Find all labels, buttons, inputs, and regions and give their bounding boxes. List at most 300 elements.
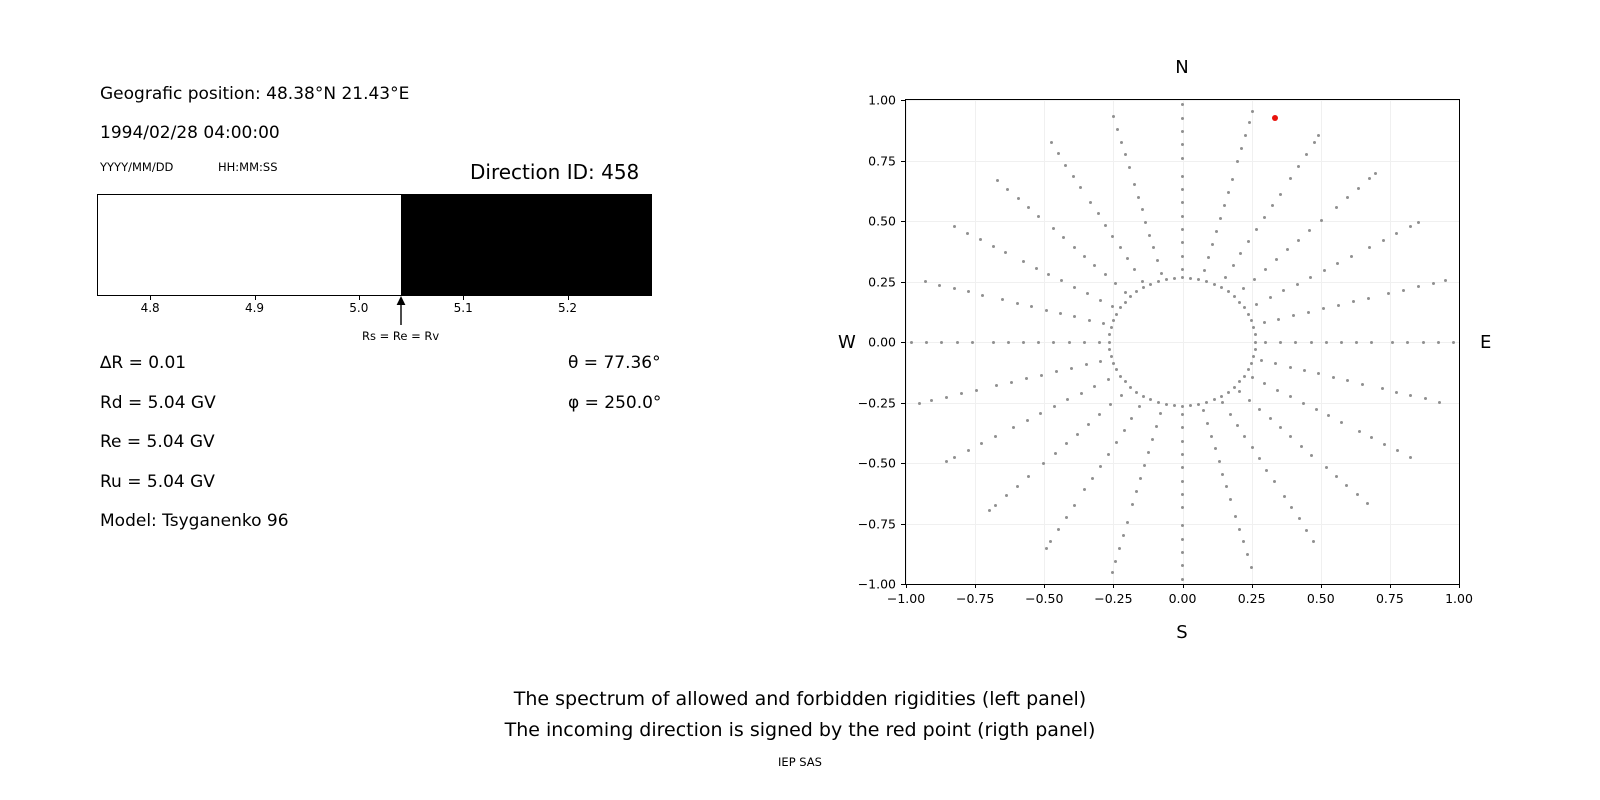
direction-grid-point	[1025, 377, 1028, 380]
direction-grid-point	[1035, 267, 1038, 270]
x-axis-tick	[1183, 584, 1184, 588]
direction-grid-point	[1322, 307, 1325, 310]
direction-grid-point	[1004, 251, 1007, 254]
direction-grid-point	[1181, 188, 1184, 191]
direction-grid-point	[1148, 234, 1151, 237]
direction-grid-point	[1157, 280, 1160, 283]
direction-grid-point	[1254, 341, 1257, 344]
direction-grid-point	[1131, 503, 1134, 506]
direction-grid-point	[1252, 355, 1255, 358]
direction-grid-point	[1122, 534, 1125, 537]
x-axis-tick-label: 1.00	[1445, 591, 1473, 606]
direction-grid-point	[1246, 553, 1249, 556]
spectrum-segment-allowed	[401, 195, 651, 295]
direction-grid-point	[1108, 341, 1111, 344]
left-panel	[0, 0, 760, 660]
direction-grid-point	[1181, 157, 1184, 160]
direction-grid-point	[1307, 311, 1310, 314]
direction-grid-point	[1135, 391, 1138, 394]
direction-grid-point	[1040, 374, 1043, 377]
gridline-horizontal	[906, 100, 1459, 101]
direction-grid-point	[1010, 381, 1013, 384]
direction-grid-point	[1219, 217, 1222, 220]
rigidity-spectrum-chart	[97, 194, 652, 296]
direction-grid-point	[1070, 367, 1073, 370]
direction-grid-point	[1383, 443, 1386, 446]
direction-grid-point	[1112, 362, 1115, 365]
parameter-model: Model: Tsyganenko 96	[100, 511, 289, 531]
caption-line-1: The spectrum of allowed and forbidden rigidities (left panel)	[513, 688, 1087, 710]
direction-grid-point	[1215, 230, 1218, 233]
direction-grid-point	[992, 341, 995, 344]
direction-grid-point	[1027, 206, 1030, 209]
direction-grid-point	[1155, 425, 1158, 428]
direction-grid-point	[1073, 504, 1076, 507]
x-axis-tick-label: 0.50	[1306, 591, 1335, 606]
direction-grid-point	[1124, 153, 1127, 156]
direction-grid-point	[1133, 268, 1136, 271]
direction-grid-point	[1181, 551, 1184, 554]
direction-grid-point	[1391, 341, 1394, 344]
direction-grid-point	[1452, 341, 1455, 344]
spectrum-tick	[255, 296, 256, 300]
direction-grid-point	[1181, 426, 1184, 429]
parameter-rd: Rd = 5.04 GV	[100, 392, 216, 413]
direction-grid-point	[1057, 528, 1060, 531]
direction-grid-point	[1313, 141, 1316, 144]
direction-grid-point	[1012, 426, 1015, 429]
direction-grid-point	[1159, 412, 1162, 415]
direction-grid-point	[1135, 290, 1138, 293]
direction-grid-point	[1432, 282, 1435, 285]
direction-grid-point	[1120, 394, 1123, 397]
direction-grid-point	[1006, 188, 1009, 191]
spectrum-tick-label: 5.0	[349, 301, 369, 315]
direction-grid-point	[1292, 314, 1295, 317]
direction-grid-point	[1108, 348, 1111, 351]
direction-grid-point	[1282, 289, 1285, 292]
direction-grid-point	[1089, 201, 1092, 204]
direction-grid-point	[1181, 241, 1184, 244]
direction-grid-point	[1066, 398, 1069, 401]
direction-grid-point	[956, 341, 959, 344]
direction-grid-point	[1005, 494, 1008, 497]
direction-grid-point	[1137, 196, 1140, 199]
direction-grid-point	[1181, 201, 1184, 204]
direction-grid-point	[1422, 341, 1425, 344]
direction-grid-point	[1157, 401, 1160, 404]
direction-grid-point	[1286, 248, 1289, 251]
direction-grid-point	[1138, 405, 1141, 408]
x-axis-tick	[1459, 584, 1460, 588]
spectrum-segment-forbidden	[98, 195, 401, 295]
direction-grid-point	[1396, 449, 1399, 452]
direction-grid-point	[1381, 387, 1384, 390]
direction-grid-point	[1016, 485, 1019, 488]
direction-grid-point	[1424, 397, 1427, 400]
direction-grid-point	[1027, 475, 1030, 478]
direction-grid-point	[940, 341, 943, 344]
y-axis-tick-label: −0.50	[857, 455, 896, 471]
direction-grid-point	[1346, 379, 1349, 382]
direction-grid-point	[1273, 480, 1276, 483]
direction-grid-point	[1181, 538, 1184, 541]
direction-grid-point	[995, 384, 998, 387]
direction-grid-point	[1254, 348, 1257, 351]
compass-north-label: N	[1175, 57, 1189, 78]
direction-grid-point	[1181, 413, 1184, 416]
y-axis-tick	[901, 342, 905, 343]
direction-grid-point	[1305, 153, 1308, 156]
direction-grid-point	[1258, 457, 1261, 460]
direction-grid-point	[1368, 177, 1371, 180]
direction-grid-point	[1214, 447, 1217, 450]
compass-west-label: W	[838, 332, 856, 353]
direction-grid-point	[1264, 341, 1267, 344]
x-axis-tick	[1321, 584, 1322, 588]
direction-grid-point	[1370, 341, 1373, 344]
direction-grid-point	[1289, 177, 1292, 180]
direction-grid-point	[1007, 341, 1010, 344]
parameter-phi: φ = 250.0°	[568, 392, 662, 413]
direction-grid-point	[1156, 259, 1159, 262]
direction-grid-point	[1181, 276, 1184, 279]
direction-grid-point	[1098, 413, 1101, 416]
direction-grid-point	[1124, 380, 1127, 383]
direction-grid-point	[1181, 466, 1184, 469]
direction-grid-point	[1059, 312, 1062, 315]
direction-grid-point	[1115, 441, 1118, 444]
direction-grid-point	[1050, 141, 1053, 144]
direction-grid-point	[1119, 375, 1122, 378]
direction-grid-point	[1337, 304, 1340, 307]
direction-grid-point	[1110, 355, 1113, 358]
direction-grid-point	[1102, 322, 1105, 325]
gridline-horizontal	[906, 403, 1459, 404]
direction-grid-point	[1409, 225, 1412, 228]
compass-south-label: S	[1176, 622, 1188, 643]
direction-grid-point	[1310, 341, 1313, 344]
direction-grid-point	[1022, 341, 1025, 344]
direction-grid-point	[1181, 215, 1184, 218]
rigidity-marker-arrow-icon	[393, 296, 409, 326]
direction-grid-point	[1417, 285, 1420, 288]
direction-grid-point	[1124, 301, 1127, 304]
direction-grid-point	[1151, 438, 1154, 441]
direction-grid-point	[1218, 460, 1221, 463]
direction-grid-point	[1129, 295, 1132, 298]
direction-grid-point	[924, 280, 927, 283]
direction-grid-point	[1247, 368, 1250, 371]
direction-grid-point	[1147, 451, 1150, 454]
direction-grid-point	[1045, 547, 1048, 550]
direction-grid-point	[1119, 306, 1122, 309]
direction-grid-point	[1203, 269, 1206, 272]
direction-grid-point	[1406, 341, 1409, 344]
direction-grid-point	[1320, 219, 1323, 222]
direction-grid-point	[1141, 280, 1144, 283]
direction-grid-point	[1120, 141, 1123, 144]
direction-grid-point	[1264, 268, 1267, 271]
direction-grid-point	[1099, 299, 1102, 302]
direction-grid-point	[1142, 286, 1145, 289]
direction-grid-point	[1296, 283, 1299, 286]
direction-grid-point	[1225, 485, 1228, 488]
direction-grid-point	[988, 509, 991, 512]
gridline-horizontal	[906, 161, 1459, 162]
direction-grid-point	[1323, 269, 1326, 272]
direction-grid-point	[1276, 389, 1279, 392]
spectrum-tick	[568, 296, 569, 300]
direction-grid-point	[992, 245, 995, 248]
direction-grid-point	[1052, 227, 1055, 230]
direction-grid-point	[1181, 268, 1184, 271]
direction-grid-point	[1110, 326, 1113, 329]
direction-grid-point	[1173, 277, 1176, 280]
direction-grid-point	[1263, 321, 1266, 324]
direction-grid-point	[1315, 408, 1318, 411]
direction-grid-point	[945, 396, 948, 399]
direction-grid-point	[1275, 258, 1278, 261]
spectrum-tick-label: 4.9	[244, 301, 265, 315]
footer-credit: IEP SAS	[778, 755, 822, 769]
direction-grid-point	[1310, 454, 1313, 457]
direction-grid-point	[1076, 433, 1079, 436]
direction-grid-point	[967, 449, 970, 452]
x-axis-tick	[1113, 584, 1114, 588]
gridline-horizontal	[906, 463, 1459, 464]
direction-grid-point	[1251, 110, 1254, 113]
direction-grid-point	[1232, 264, 1235, 267]
direction-grid-point	[1213, 398, 1216, 401]
y-axis-tick	[901, 221, 905, 222]
x-axis-tick-label: 0.25	[1237, 591, 1266, 606]
direction-grid-point	[1107, 378, 1110, 381]
direction-grid-point	[1181, 564, 1184, 567]
direction-grid-point	[1213, 283, 1216, 286]
spectrum-tick	[463, 296, 464, 300]
direction-grid-point	[1223, 204, 1226, 207]
direction-grid-point	[1073, 246, 1076, 249]
direction-grid-point	[1236, 424, 1239, 427]
direction-grid-point	[1143, 464, 1146, 467]
selected-direction-point[interactable]	[1272, 115, 1278, 121]
direction-grid-point	[1085, 363, 1088, 366]
y-axis-tick	[901, 100, 905, 101]
spectrum-tick-label: 5.1	[453, 301, 473, 315]
direction-grid-point	[1037, 341, 1040, 344]
direction-grid-point	[1133, 183, 1136, 186]
direction-grid-point	[1409, 456, 1412, 459]
direction-grid-point	[1395, 232, 1398, 235]
direction-grid-point	[1126, 257, 1129, 260]
direction-grid-point	[1305, 529, 1308, 532]
direction-grid-point	[1139, 477, 1142, 480]
direction-grid-point	[1065, 516, 1068, 519]
direction-grid-point	[1309, 276, 1312, 279]
direction-grid-point	[1129, 386, 1132, 389]
y-axis-tick	[901, 161, 905, 162]
direction-grid-point	[1054, 452, 1057, 455]
direction-grid-point	[1233, 295, 1236, 298]
direction-grid-point	[1243, 306, 1246, 309]
figure-caption	[0, 684, 1600, 746]
direction-grid-point	[1083, 341, 1086, 344]
direction-grid-point	[1325, 341, 1328, 344]
y-axis-tick-label: −0.25	[857, 395, 896, 410]
direction-grid-point	[1207, 256, 1210, 259]
direction-grid-point	[1114, 282, 1117, 285]
direction-grid-point	[1181, 175, 1184, 178]
direction-grid-point	[1279, 193, 1282, 196]
x-axis-tick-label: 0.00	[1168, 591, 1197, 606]
direction-grid-point	[1238, 390, 1241, 393]
gridline-horizontal	[906, 221, 1459, 222]
direction-grid-point	[1017, 197, 1020, 200]
direction-grid-point	[1368, 246, 1371, 249]
direction-grid-point	[1039, 412, 1042, 415]
direction-grid-point	[960, 392, 963, 395]
direction-grid-point	[910, 341, 913, 344]
direction-grid-point	[1254, 333, 1257, 336]
direction-grid-point	[1197, 403, 1200, 406]
direction-grid-point	[1332, 376, 1335, 379]
direction-grid-point	[1308, 229, 1311, 232]
direction-grid-point	[1255, 303, 1258, 306]
direction-grid-point	[938, 284, 941, 287]
direction-grid-point	[1340, 341, 1343, 344]
direction-grid-point	[1016, 302, 1019, 305]
direction-grid-point	[1263, 216, 1266, 219]
direction-grid-point	[918, 402, 921, 405]
direction-grid-point	[971, 341, 974, 344]
direction-grid-point	[1181, 578, 1184, 581]
direction-grid-point	[1325, 466, 1328, 469]
direction-grid-point	[1022, 260, 1025, 263]
direction-grid-point	[1444, 279, 1447, 282]
direction-grid-point	[925, 341, 928, 344]
y-axis-tick	[901, 524, 905, 525]
direction-grid-point	[1409, 394, 1412, 397]
gridline-vertical	[1459, 100, 1460, 584]
spectrum-tick	[359, 296, 360, 300]
y-axis-tick-label: −0.75	[857, 516, 896, 531]
direction-grid-point	[1181, 255, 1184, 258]
direction-grid-point	[1086, 292, 1089, 295]
direction-grid-point	[1340, 421, 1343, 424]
x-axis-tick	[906, 584, 907, 588]
direction-grid-point	[1395, 391, 1398, 394]
direction-grid-point	[1062, 236, 1065, 239]
direction-id-label: Direction ID: 458	[470, 160, 640, 184]
parameter-list-left	[100, 352, 400, 550]
direction-grid-point	[1289, 395, 1292, 398]
direction-grid-point	[1269, 417, 1272, 420]
direction-grid-point	[1205, 280, 1208, 283]
direction-grid-point	[1346, 196, 1349, 199]
time-format-label: HH:MM:SS	[218, 160, 278, 174]
direction-grid-point	[1037, 215, 1040, 218]
y-axis-tick-label: 0.00	[868, 334, 896, 350]
direction-grid-point	[1057, 152, 1060, 155]
direction-grid-point	[1149, 283, 1152, 286]
direction-grid-point	[1229, 413, 1232, 416]
direction-grid-point	[1251, 376, 1254, 379]
direction-grid-point	[1289, 435, 1292, 438]
rigidity-spectrum-x-axis	[97, 296, 654, 326]
y-axis-tick	[901, 282, 905, 283]
direction-grid-point	[1350, 255, 1353, 258]
direction-grid-point	[1181, 117, 1184, 120]
direction-grid-point	[945, 460, 948, 463]
direction-grid-point	[1112, 319, 1115, 322]
direction-grid-point	[1111, 571, 1114, 574]
direction-grid-point	[966, 232, 969, 235]
direction-grid-point	[1108, 333, 1111, 336]
x-axis-tick-label: −0.75	[955, 591, 995, 606]
sky-map-plot-area	[905, 99, 1460, 585]
direction-grid-point	[953, 287, 956, 290]
direction-grid-point	[1252, 326, 1255, 329]
direction-grid-point	[1220, 286, 1223, 289]
direction-grid-point	[1116, 128, 1119, 131]
direction-grid-point	[1238, 380, 1241, 383]
direction-grid-point	[1336, 262, 1339, 265]
gridline-horizontal	[906, 282, 1459, 283]
direction-grid-point	[1073, 315, 1076, 318]
direction-grid-point	[1234, 515, 1237, 518]
direction-grid-point	[1263, 382, 1266, 385]
direction-grid-point	[1052, 341, 1055, 344]
caption-line-2: The incoming direction is signed by the red point (rigth panel)	[504, 719, 1096, 741]
y-axis-tick-label: 0.25	[868, 274, 896, 289]
direction-grid-point	[1402, 289, 1405, 292]
direction-grid-point	[1300, 445, 1303, 448]
direction-grid-point	[1072, 175, 1075, 178]
direction-grid-point	[1181, 506, 1184, 509]
direction-grid-point	[996, 179, 999, 182]
direction-grid-point	[1126, 521, 1129, 524]
direction-grid-point	[1317, 134, 1320, 137]
direction-grid-point	[1068, 341, 1071, 344]
direction-grid-point	[1437, 341, 1440, 344]
direction-grid-point	[1141, 208, 1144, 211]
date-format-label: YYYY/MM/DD	[100, 160, 174, 174]
gridline-horizontal	[906, 342, 1459, 343]
direction-grid-point	[975, 389, 978, 392]
y-axis-tick	[901, 403, 905, 404]
direction-grid-point	[1088, 319, 1091, 322]
direction-grid-point	[1247, 240, 1250, 243]
x-axis-tick	[975, 584, 976, 588]
direction-grid-point	[1243, 375, 1246, 378]
direction-grid-point	[1149, 398, 1152, 401]
direction-grid-point	[1224, 276, 1227, 279]
direction-grid-point	[1099, 360, 1102, 363]
direction-grid-point	[1229, 498, 1232, 501]
direction-grid-point	[1357, 187, 1360, 190]
y-axis-tick	[901, 463, 905, 464]
direction-grid-point	[1026, 419, 1029, 422]
direction-grid-point	[1247, 313, 1250, 316]
direction-grid-point	[1221, 401, 1224, 404]
direction-grid-point	[1345, 484, 1348, 487]
direction-grid-point	[1374, 172, 1377, 175]
direction-grid-point	[980, 442, 983, 445]
direction-grid-point	[1065, 442, 1068, 445]
direction-grid-point	[1064, 164, 1067, 167]
direction-grid-point	[1119, 246, 1122, 249]
